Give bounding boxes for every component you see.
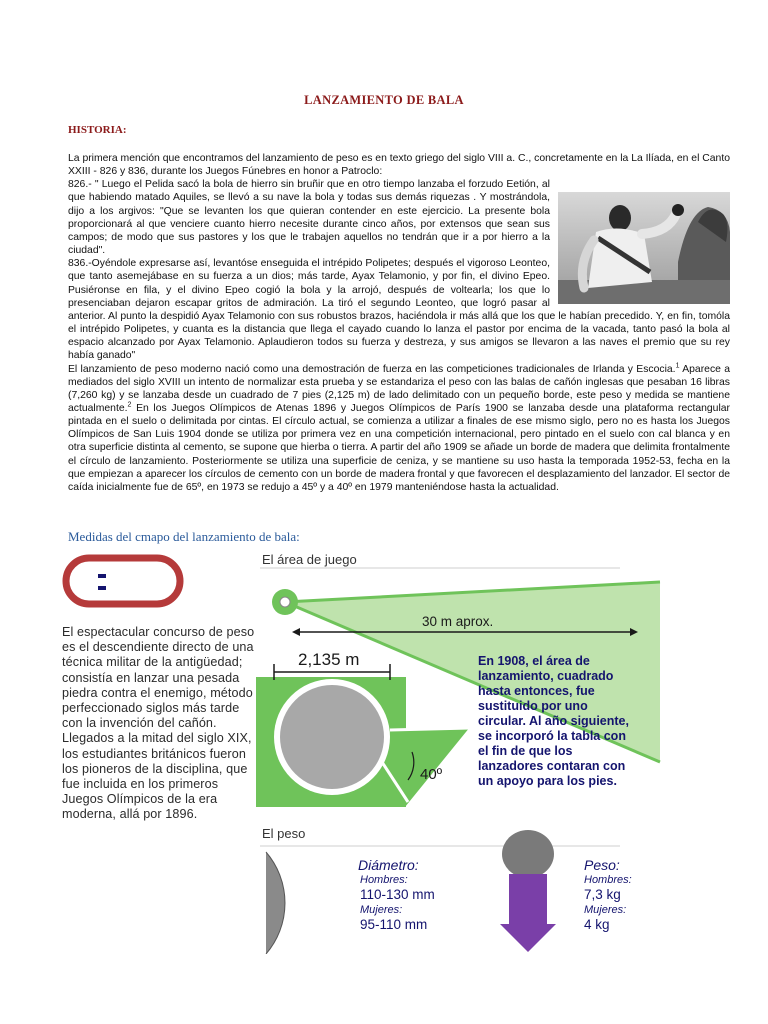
distance-label: 30 m aprox. [422,614,494,629]
page-title: LANZAMIENTO DE BALA [304,93,464,107]
weight-arrow [509,874,547,926]
hombres-diam-value: 110-130 mm [360,887,435,902]
diametro-title: Diámetro: [358,857,419,873]
diameter-label: 2,135 m [298,650,360,669]
athlete-photo [558,192,730,304]
shot-ball-half [266,852,285,954]
modern-history-part-3: En los Juegos Olímpicos de Atenas 1896 y Juegos Olímpicos de París 1900 se lanzaba desde una plataforma rectangular pintada en el suelo o delimitada por cintas. El círculo actual, se comienza a utilizar a finales de ese mismo siglo, pero no es hasta los Juegos Olímpicos de San Luis 1904 donde se utiliza por primera vez en una competición internacional, pero pintado en el suelo con cal blanca y en otra superficie distinta al cemento, se supone que hierba o tierra. A partir del año 1909 se añade un borde de madera que delimita frontalmente el círculo de lanzamiento. Posteriormente se utiliza una superficie de ceniza, y se mantiene su uso hasta la temporada 1952-53, fecha en la que empiezan a aparecer los círculos de cemento con un borde de madera frontal y que favorecen el desplazamiento del lanzador. El sector de caída inicialmente fue de 65º, en 1973 se redujo a 45º y a 40º en 1979 manteniéndose hasta la actualidad. [68,402,730,493]
mujeres-diam-label: Mujeres: [360,904,403,916]
paragraph-iliad-836: 836.-Oyéndole expresarse así, levantóse enseguida el intrépido Polipetes; después el vigoroso Leonteo, que tanto asemejábase en su fuerza a un dios; más tarde, Ayax Telamonio, y por fin, el divino Epeo. Pusiéronse en fila, y el divino Epeo cogió la bola y la arrojó, después de voltearla; los que lo presenciaban dejaron escapar gritos de admiración. La tiró el segundo Leonteo, que logró pasar al anterior. Al punto la despidió Ayax Telamonio con sus robustos brazos, haciéndola ir más allá que los que le habían precedido. Y, en fin, tomóla el intrépido Polipetes, y cuanta es la distancia que llega el cayado cuando lo lanza el pastor por encima de la vacada, tanto pasó la bola al espacio alcanzado por Ayax Telamonio. Aplaudieron todos su fuerza y destreza, y sus amigos se llevaron a las naves el premio que su rey había ganado" [68,258,730,362]
hombres-peso-label: Hombres: [584,874,632,886]
peso-title: Peso: [584,857,620,873]
shot-ball-small [502,830,554,878]
mujeres-diam-value: 95-110 mm [360,917,428,932]
area-label: El área de juego [262,552,357,567]
track-icon [66,558,180,604]
modern-history-part-2: Aparece a mediados del siglo XVIII un intento de normalizar esta prueba y se estandariza el peso con las balas de cañón inglesas que pesaban 16 libras (7,260 kg) y se lanzaba desde un cuadrado de 7 pies (2,125 m) de lado delimitado con un pequeño borde, este peso y medida se mantiene actualmente. [68,363,730,414]
paragraph-iliad-826: 826.- " Luego el Pelida sacó la bola de hierro sin bruñir que en otro tiempo lanzaba el forzudo Eetión, al que habiendo matado Aquiles, se llevó a su nave la bola y todas sus demás riquezas . Y mostrándola, dijo a los argivos: "Que se levanten los que quieran contender en este ejercicio. La presente bola proporcionará al que venciere cuanto hierro necesite durante cinco años, por extensos que sean sus campos; de modo que sus pastores y los que le trabajen aquellos no tendrán que ir a por hierro a la ciudad". [68,179,550,257]
modern-history-part-1: El lanzamiento de peso moderno nació como una demostración de fuerza en las competiciones tradicionales de Irlanda y Escocia. [68,363,676,375]
hombres-peso-value: 7,3 kg [584,887,621,902]
infographic-figure [60,552,662,954]
footnote-ref-1[interactable]: 1 [675,362,680,370]
footnote-ref-2[interactable]: 2 [127,401,132,409]
paragraph-intro: La primera mención que encontramos del lanzamiento de peso es en texto griego del siglo VIII a. C., concretamente en la La Ilíada, en el Canto XXIII - 826 y 836, durante los Juegos Fúnebres en honor a Patroclo: [68,153,730,178]
peso-label: El peso [262,826,306,841]
medidas-heading: Medidas del cmapo del lanzamiento de bala: [68,529,300,544]
history-note: En 1908, el área de lanzamiento, cuadrado hasta entonces, fue sustituido por uno circular. Al año siguiente, se incorporó la tabla con el fin de que los lanzadores contaran con un apoyo para los pies. [478,654,629,788]
throwing-circle [280,685,384,789]
infographic-left-text: El espectacular concurso de peso es el descendiente directo de una técnica militar de la antigüedad; consistía en lanzar una pesada piedra contra el enemigo, método perfeccionado siglos más tarde con la invención del cañón. Llegados a la mitad del siglo XIX, los estudiantes británicos fueron los pioneros de la disciplina, que fue incluida en los primeros Juegos Olímpicos de la era moderna, allá por 1896. [62,625,255,822]
section-heading-historia: HISTORIA: [68,124,127,136]
mujeres-peso-value: 4 kg [584,917,610,932]
angle-label: 40º [420,766,443,783]
hombres-diam-label: Hombres: [360,874,408,886]
paragraph-modern-history [68,363,730,495]
history-body [68,152,730,494]
mujeres-peso-label: Mujeres: [584,904,627,916]
